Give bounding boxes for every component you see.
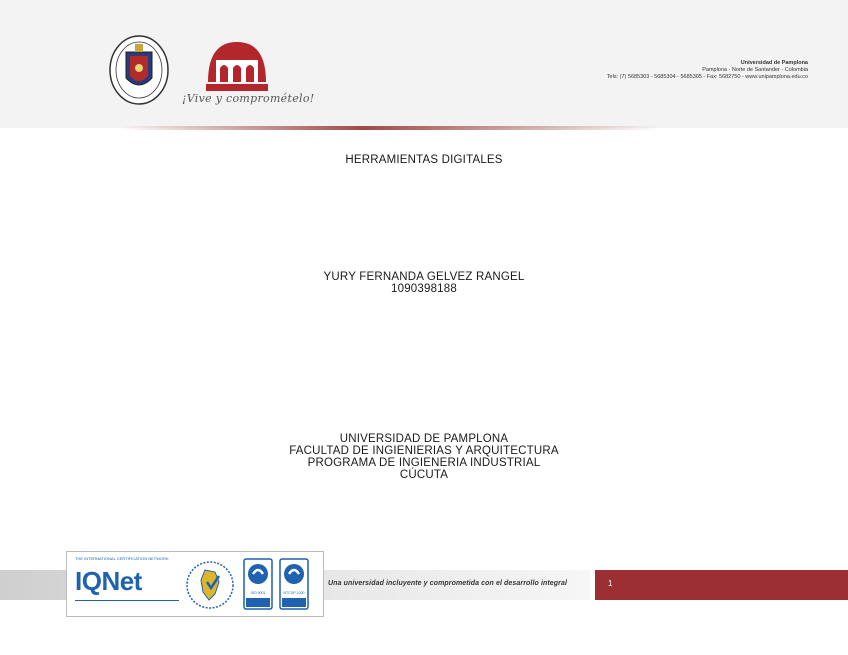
faculty-name: FACULTAD DE INGIENIERIAS Y ARQUITECTURA [289, 445, 559, 457]
iqnet-logo: IQNet [75, 566, 142, 596]
institution-block [0, 433, 848, 481]
author-id: 1090398188 [391, 283, 457, 295]
page-number: 1 [608, 579, 613, 588]
page-header [0, 0, 848, 128]
institution-name: UNIVERSIDAD DE PAMPLONA [339, 433, 509, 445]
contact-university: Universidad de Pamplona [740, 60, 808, 66]
icontec-iso-icon [243, 558, 273, 610]
contact-phones: Tels: (7) 5685303 - 5685304 - 5685305 - Fax: 5682750 - www.unipamplona.edu.co [606, 74, 808, 80]
colombia-map-icon [185, 560, 235, 610]
footer-page-bar [595, 570, 848, 600]
program-name: PROGRAMA DE INGIENERIA INDUSTRIAL [307, 457, 541, 469]
city-name: CÚCUTA [399, 469, 449, 481]
author-name: YURY FERNANDA GELVEZ RANGEL [323, 271, 525, 283]
iso-label-2: NTCGP 1000 [283, 591, 305, 595]
icontec-ntcgp-icon [279, 558, 309, 610]
footer-slogan: Una universidad incluyente y comprometida con el desarrollo integral [328, 580, 568, 587]
header-divider [120, 126, 660, 130]
university-seal-icon [108, 34, 170, 106]
university-arch-logo-icon [202, 36, 272, 98]
header-motto: ¡Vive y compromételo! [182, 92, 315, 105]
author-block [0, 271, 848, 295]
header-contact-info [607, 60, 808, 81]
certification-logos [66, 551, 324, 617]
iqnet-footer-line [75, 600, 179, 601]
document-title: HERRAMIENTAS DIGITALES [345, 154, 503, 166]
iqnet-small-text: THE INTERNATIONAL CERTIFICATION NETWORK [75, 556, 169, 561]
iso-label-1: ISO 9001 [250, 591, 266, 595]
contact-address: Pamplona - Norte de Santander - Colombia [702, 67, 808, 73]
